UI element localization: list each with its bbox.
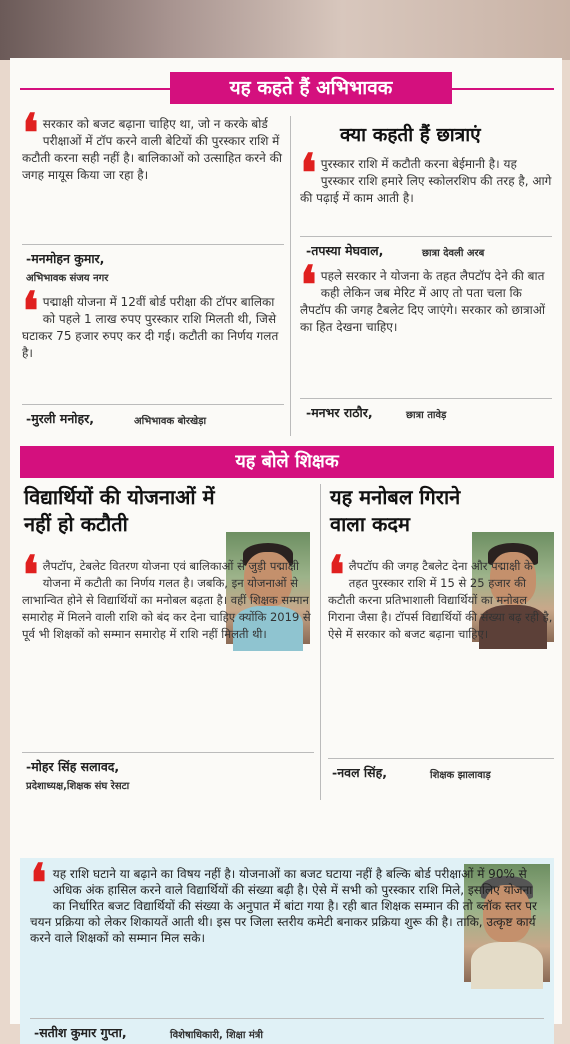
quote-mark-icon: ❛ xyxy=(22,103,39,164)
teacher1-name: -मोहर सिंह सलावद, xyxy=(26,759,120,774)
parent2-quote-block xyxy=(22,281,284,362)
students-heading: क्या कहती हैं छात्राएं xyxy=(340,124,481,146)
teacher2-designation: शिक्षक झालावाड़ xyxy=(430,770,491,781)
teacher1-quote: लैपटॉप, टेबलेट वितरण योजना एवं बालिकाओं से जुड़ी पद्माक्षी योजना में कटौती का निर्णय गलत है। जबकि, इन योजनाओं से लाभान्वित होने से विद्यार्थियों का मनोबल बढ़ता है। वहीं शिक्षक सम्मान समारोह में मिलने वाली राशि को बंद कर देना चाहिए क्योंकि 2019 से पूर्व भी शिक्षकों को सम्मान समारोह में राशि नहीं मिलती थी। xyxy=(22,559,311,641)
quote-mark-icon: ❛ xyxy=(30,853,47,914)
quote-mark-icon: ❛ xyxy=(328,545,345,606)
divider xyxy=(22,404,284,405)
parent2-designation: अभिभावक बोरखेड़ा xyxy=(134,416,207,427)
official-designation: विशेषाधिकारी, शिक्षा मंत्री xyxy=(170,1030,264,1041)
official-quote-block xyxy=(30,853,540,946)
parent1-name: -मनमोहन कुमार, xyxy=(26,251,105,266)
student2-quote: पहले सरकार ने योजना के तहत लैपटॉप देने की बात कही लेकिन जब मेरिट में आए तो पता चला कि लैपटॉप की जगह टैबलेट दिए जाएंगे। सरकार को छात्राओं का हित देखना चाहिए। xyxy=(300,269,546,334)
divider xyxy=(300,398,552,399)
student2-designation: छात्रा तावेड़ xyxy=(406,410,447,421)
student1-designation: छात्रा देवली अरब xyxy=(422,248,485,259)
quote-mark-icon: ❛ xyxy=(300,143,317,204)
parent1-quote: सरकार को बजट बढ़ाना चाहिए था, जो न करके बोर्ड परीक्षाओं में टॉप करने वाली बेटियों की पुरस्कार राशि में कटौती करना सही नहीं है। बालिकाओं को उत्साहित करने की जगह मायूस किया जा रहा है। xyxy=(22,117,282,182)
official-quote: यह राशि घटाने या बढ़ाने का विषय नहीं है। योजनाओं का बजट घटाया नहीं है बल्कि बोर्ड परीक्षाओं में 90% से अधिक अंक हासिल करने वाले विद्यार्थियों की संख्या बढ़ी है। ऐसे में सभी को पुरस्कार राशि मिले, इसलिए योजना का निर्धारित बजट विद्यार्थियों की संख्या के अनुपात में बांटा गया है। रही बात शिक्षक सम्मान की तो ब्लॉक स्तर पर चयन प्रक्रिया को लेकर शिकायतें आती थी। इस पर जिला स्तरीय कमेटी बनाकर प्रक्रिया शुरू की है। ताकि, उत्कृष्ट कार्य करने वाले शिक्षकों को सम्मान मिल सके। xyxy=(30,867,537,945)
teacher1-quote-block xyxy=(22,545,312,643)
quote-mark-icon: ❛ xyxy=(22,281,39,342)
divider xyxy=(22,244,284,245)
divider xyxy=(22,752,314,753)
teacher2-quote: लैपटॉप की जगह टैबलेट देना और पद्माक्षी के तहत पुरस्कार राशि में 15 से 25 हजार की कटौती करना प्रतिभाशाली विद्यार्थियों का मनोबल गिराना जैसा है। टॉपर्स विद्यार्थियों की संख्या बढ़ रही है, ऐसे में सरकार को बजट बढ़ाना चाहिए। xyxy=(328,559,553,641)
teachers-section-title: यह बोले शिक्षक xyxy=(20,446,554,478)
divider xyxy=(328,758,554,759)
parents-section-title: यह कहते हैं अभिभावक xyxy=(170,72,452,104)
parent2-quote: पद्माक्षी योजना में 12वीं बोर्ड परीक्षा की टॉपर बालिका को पहले 1 लाख रुपए पुरस्कार राशि मिलती थी, जिसे घटाकर 75 हजार रुपए कर दी गई। कटौती का निर्णय गलत है। xyxy=(22,295,279,360)
teacher1-designation: प्रदेशाध्यक्ष,शिक्षक संघ रेसटा xyxy=(26,781,130,792)
parent2-name: -मुरली मनोहर, xyxy=(26,411,94,426)
column-divider xyxy=(290,116,291,436)
student1-quote: पुरस्कार राशि में कटौती करना बेईमानी है। यह पुरस्कार राशि हमारे लिए स्कोलरशिप की तरह है, आगे की पढ़ाई में काम आती है। xyxy=(300,157,552,205)
teacher2-quote-block xyxy=(328,545,554,643)
background-wall xyxy=(0,0,570,60)
official-statement-box xyxy=(20,853,554,1044)
student1-name: -तपस्या मेघवाल, xyxy=(306,243,384,258)
quote-mark-icon: ❛ xyxy=(22,545,39,606)
student2-quote-block xyxy=(300,255,552,336)
student2-name: -मनभर राठौर, xyxy=(306,405,373,420)
column-divider xyxy=(320,484,321,800)
official-name: -सतीश कुमार गुप्ता, xyxy=(34,1025,127,1040)
quote-mark-icon: ❛ xyxy=(300,255,317,316)
divider xyxy=(300,236,552,237)
student1-quote-block xyxy=(300,143,552,207)
parent1-designation: अभिभावक संजय नगर xyxy=(26,273,109,284)
newspaper-page xyxy=(10,58,562,1041)
teacher1-heading: विद्यार्थियों की योजनाओं में नहीं हो कटौती xyxy=(24,485,215,536)
parent1-quote-block xyxy=(22,103,284,184)
teacher2-heading: यह मनोबल गिराने वाला कदम xyxy=(330,485,461,536)
teacher2-name: -नवल सिंह, xyxy=(332,765,387,780)
divider xyxy=(30,1018,544,1019)
